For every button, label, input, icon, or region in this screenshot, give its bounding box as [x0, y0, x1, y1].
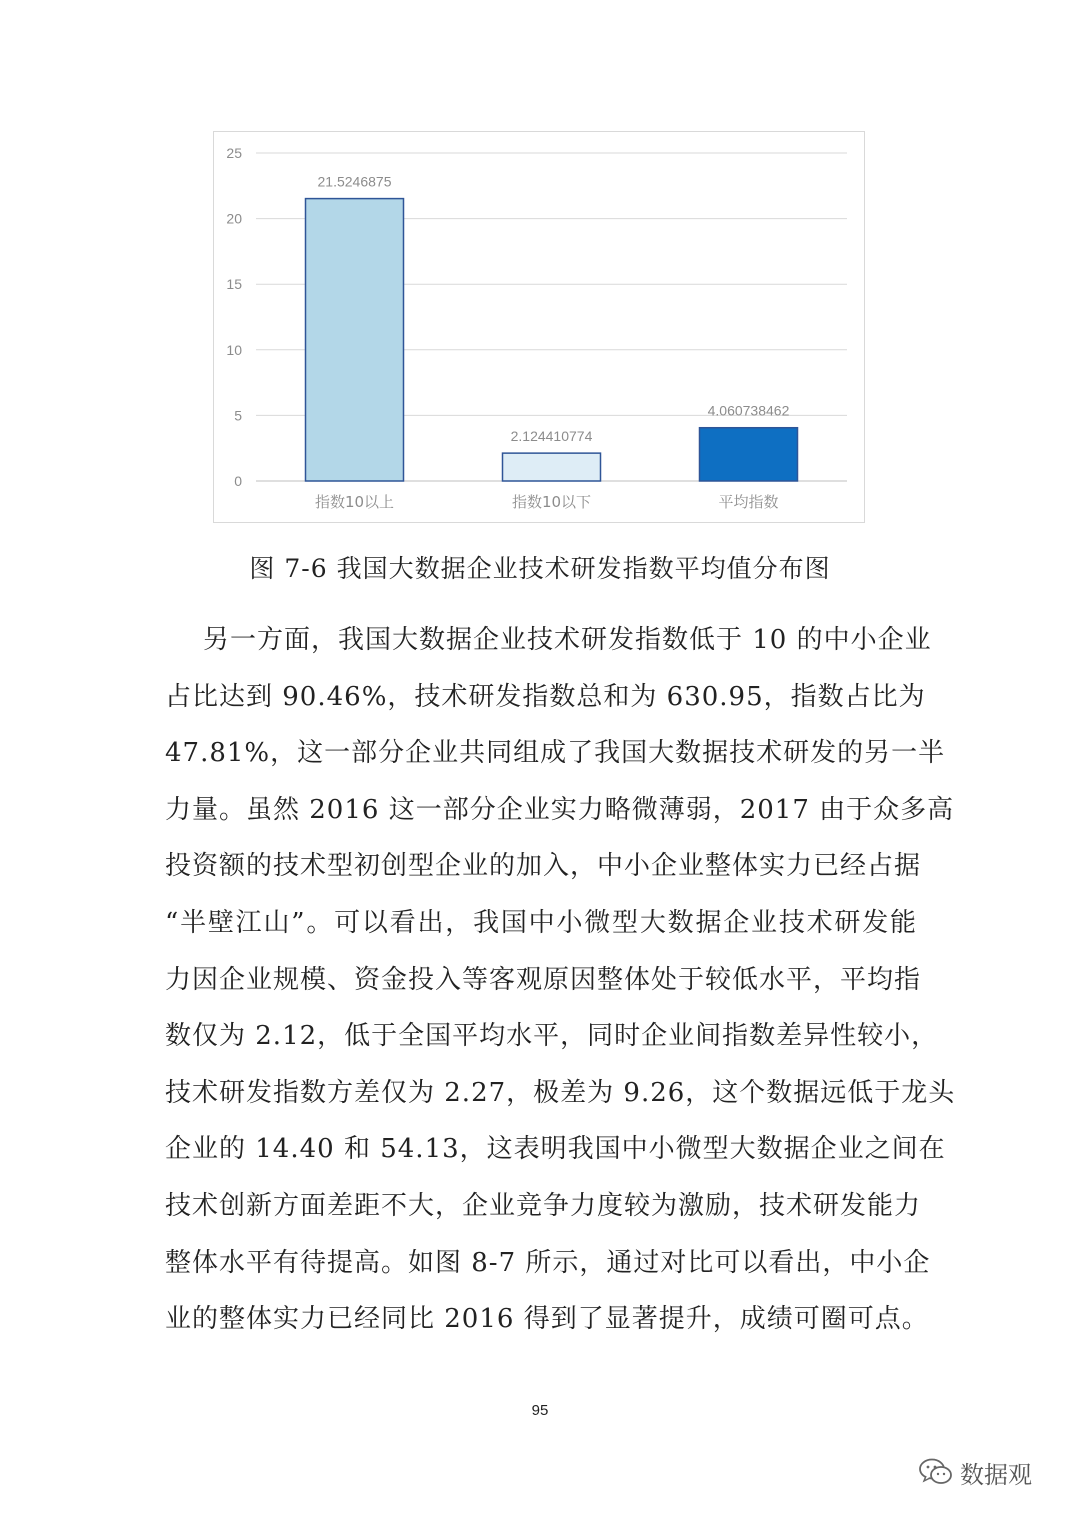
y-tick-label: 5 — [234, 407, 242, 424]
paragraph-line: “半壁江山”。可以看出，我国中小微型大数据企业技术研发能 — [165, 907, 917, 938]
figure-caption: 图 7-6 我国大数据企业技术研发指数平均值分布图 — [249, 554, 831, 583]
paragraph-line: 技术创新方面差距不大，企业竞争力度较为激励，技术研发能力 — [165, 1190, 922, 1221]
wechat-icon — [918, 1457, 954, 1487]
watermark — [918, 1452, 1032, 1492]
paragraph-line: 业的整体实力已经同比 2016 得到了显著提升，成绩可圈可点。 — [165, 1304, 929, 1335]
data-label: 4.060738462 — [707, 402, 790, 419]
x-tick-label: 指数10以上 — [314, 493, 395, 511]
x-tick-label: 指数10以下 — [511, 493, 592, 511]
data-label: 2.124410774 — [510, 428, 593, 445]
y-tick-label: 0 — [234, 473, 242, 489]
bar-chart — [213, 131, 865, 523]
paragraph-line: 力因企业规模、资金投入等客观原因整体处于较低水平，平均指 — [165, 964, 922, 995]
y-tick-label: 20 — [226, 210, 242, 227]
paragraph-line: 47.81%，这一部分企业共同组成了我国大数据技术研发的另一半 — [165, 738, 946, 769]
body-paragraph — [165, 612, 956, 1348]
data-label: 21.5246875 — [317, 173, 392, 190]
bar — [503, 453, 601, 481]
paragraph-line: 投资额的技术型初创型企业的加入，中小企业整体实力已经占据 — [165, 851, 922, 882]
y-tick-label: 10 — [226, 341, 242, 358]
paragraph-line: 占比达到 90.46%，技术研发指数总和为 630.95，指数占比为 — [165, 681, 926, 712]
y-tick-label: 25 — [226, 145, 242, 161]
paragraph-line: 数仅为 2.12，低于全国平均水平，同时企业间指数差异性较小， — [165, 1021, 939, 1052]
chart-canvas — [214, 132, 866, 524]
y-tick-label: 15 — [226, 276, 242, 293]
paragraph-line: 技术研发指数方差仅为 2.27，极差为 9.26，这个数据远低于龙头 — [165, 1077, 956, 1108]
paragraph-line: 另一方面，我国大数据企业技术研发指数低于 10 的中小企业 — [203, 625, 932, 655]
bar — [306, 199, 404, 481]
bar — [700, 428, 798, 481]
watermark-text: 数据观 — [960, 1460, 1032, 1489]
paragraph-line: 力量。虽然 2016 这一部分企业实力略微薄弱，2017 由于众多高 — [165, 794, 955, 825]
paragraph-line: 整体水平有待提高。如图 8-7 所示，通过对比可以看出，中小企 — [165, 1247, 931, 1278]
x-tick-label: 平均指数 — [718, 493, 779, 511]
paragraph-line: 企业的 14.40 和 54.13，这表明我国中小微型大数据企业之间在 — [165, 1134, 946, 1165]
page-number: 95 — [531, 1402, 549, 1419]
